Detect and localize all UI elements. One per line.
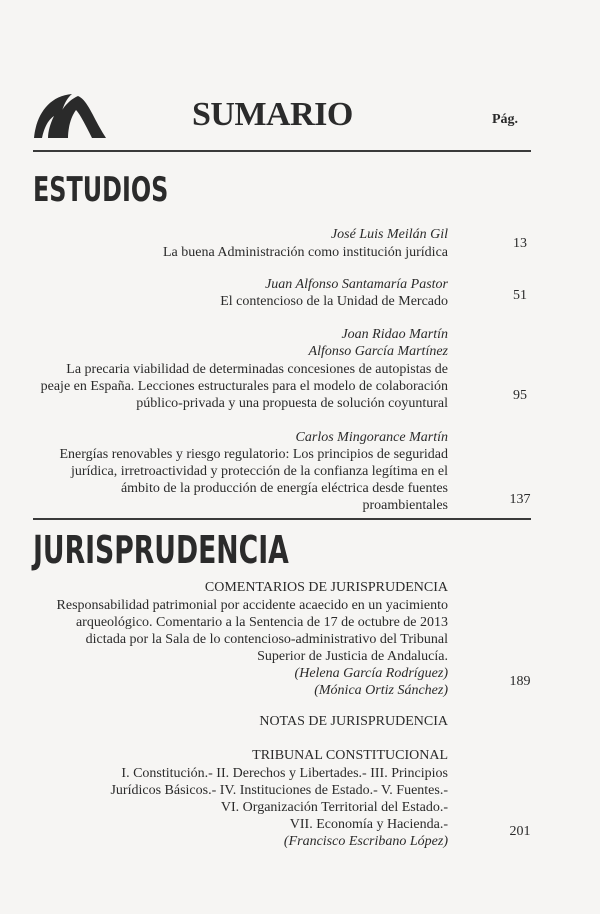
subsection-subheading: TRIBUNAL CONSTITUCIONAL <box>252 748 448 763</box>
subsection-heading: NOTAS DE JURISPRUDENCIA <box>259 714 448 729</box>
entry-title[interactable]: peaje en España. Lecciones estructurales para el modelo de colaboración <box>40 379 448 394</box>
page-title: SUMARIO <box>192 96 353 133</box>
entry-title[interactable]: VI. Organización Territorial del Estado.- <box>220 800 448 815</box>
section-title-jurisprudencia: JURISPRUDENCIA <box>33 528 289 572</box>
entry-title[interactable]: dictada por la Sala de lo contencioso-administrativo del Tribunal <box>85 632 448 647</box>
entry-page-number: 137 <box>509 492 531 507</box>
entry-title[interactable]: Jurídicos Básicos.- IV. Instituciones de Estado.- V. Fuentes.- <box>110 783 448 798</box>
entry-author: (Helena García Rodríguez) <box>294 666 448 681</box>
subsection-heading: COMENTARIOS DE JURISPRUDENCIA <box>204 580 448 595</box>
entry-author: Alfonso García Martínez <box>308 344 448 359</box>
entry-page-number: 189 <box>509 674 531 689</box>
entry-title[interactable]: Superior de Justicia de Andalucía. <box>257 649 448 664</box>
entry-page-number: 201 <box>509 824 531 839</box>
entry-title[interactable]: La buena Administración como institución jurídica <box>163 245 448 260</box>
entry-title[interactable]: público-privada y una propuesta de solución coyuntural <box>136 396 448 411</box>
entry-title[interactable]: arqueológico. Comentario a la Sentencia de 17 de octubre de 2013 <box>75 615 448 630</box>
entry-author: Juan Alfonso Santamaría Pastor <box>265 277 448 292</box>
entry-page-number: 13 <box>513 236 527 251</box>
entry-title[interactable]: El contencioso de la Unidad de Mercado <box>220 294 448 309</box>
entry-author: (Mónica Ortiz Sánchez) <box>314 683 448 698</box>
entry-author: José Luis Meilán Gil <box>330 227 448 242</box>
journal-logo <box>32 92 112 140</box>
entry-author: (Francisco Escribano López) <box>283 834 448 849</box>
entry-title[interactable]: VII. Economía y Hacienda.- <box>289 817 448 832</box>
entry-page-number: 95 <box>513 388 527 403</box>
entry-author: Joan Ridao Martín <box>341 327 448 342</box>
entry-title[interactable]: La precaria viabilidad de determinadas concesiones de autopistas de <box>66 362 448 377</box>
entry-title[interactable]: Responsabilidad patrimonial por accidente acaecido en un yacimiento <box>56 598 448 613</box>
page-column-label: Pág. <box>492 112 519 127</box>
entry-title[interactable]: I. Constitución.- II. Derechos y Libertades.- III. Principios <box>121 766 448 781</box>
entry-page-number: 51 <box>513 288 527 303</box>
section-divider <box>33 518 531 520</box>
section-title-estudios: ESTUDIOS <box>33 170 169 210</box>
entry-author: Carlos Mingorance Martín <box>295 430 448 445</box>
entry-title[interactable]: Energías renovables y riesgo regulatorio: Los principios de seguridad <box>59 447 448 462</box>
header-divider <box>33 150 531 152</box>
entry-title[interactable]: jurídica, irretroactividad y protección de la confianza legítima en el <box>70 464 448 479</box>
entry-title[interactable]: proambientales <box>362 498 448 513</box>
entry-title[interactable]: ámbito de la producción de energía eléctrica desde fuentes <box>120 481 448 496</box>
